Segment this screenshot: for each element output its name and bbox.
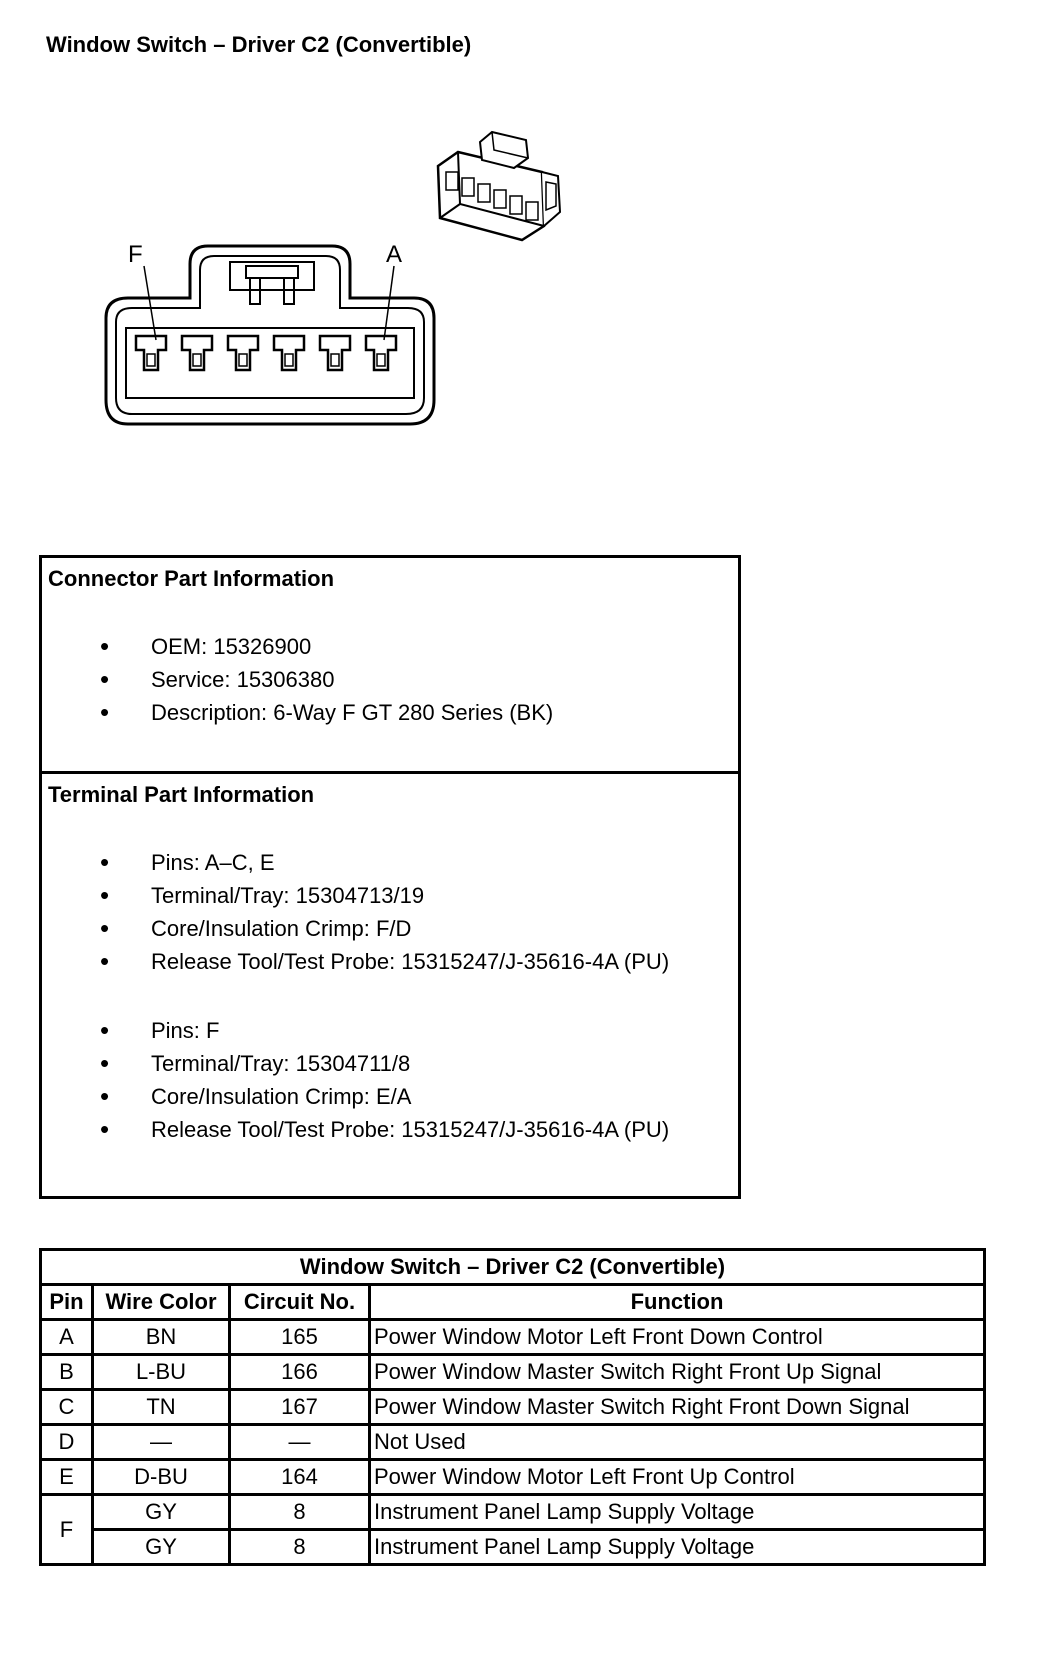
connector-info-heading: Connector Part Information [48, 566, 335, 591]
table-row [41, 1390, 985, 1425]
table-row [41, 1495, 985, 1530]
list-item: • Description: 6-Way F GT 280 Series (BK) [48, 696, 730, 729]
list-item: • Pins: A–C, E [48, 846, 730, 879]
circuit-cell: 8 [230, 1530, 370, 1565]
list-item: • Core/Insulation Crimp: F/D [48, 912, 730, 945]
circuit-cell: — [230, 1425, 370, 1460]
table-row [41, 1355, 985, 1390]
function-cell: Not Used [370, 1425, 985, 1460]
pin-cell: A [41, 1320, 93, 1355]
circuit-cell: 164 [230, 1460, 370, 1495]
list-item: • OEM: 15326900 [48, 630, 730, 663]
function-cell: Power Window Motor Left Front Down Control [370, 1320, 985, 1355]
header-function: Function [370, 1285, 985, 1320]
list-item: • Release Tool/Test Probe: 15315247/J-35616-4A (PU) [48, 945, 730, 978]
wire-color-cell: GY [93, 1530, 230, 1565]
circuit-cell: 166 [230, 1355, 370, 1390]
circuit-cell: 167 [230, 1390, 370, 1425]
list-item: • Pins: F [48, 1014, 730, 1047]
wire-color-cell: — [93, 1425, 230, 1460]
pinout-table [39, 1248, 986, 1566]
pin-label-f: F [128, 242, 143, 268]
header-circuit-no: Circuit No. [230, 1285, 370, 1320]
function-cell: Instrument Panel Lamp Supply Voltage [370, 1495, 985, 1530]
table-row [41, 1320, 985, 1355]
header-wire-color: Wire Color [93, 1285, 230, 1320]
wire-color-cell: D-BU [93, 1460, 230, 1495]
pin-cell: F [41, 1495, 93, 1565]
part-information-box [39, 555, 741, 1199]
list-item: • Core/Insulation Crimp: E/A [48, 1080, 730, 1113]
connector-part-information [42, 558, 738, 774]
terminal-info-list-2 [48, 1014, 730, 1146]
terminal-cavities [136, 336, 396, 370]
connector-iso-illustration [430, 128, 580, 246]
header-pin: Pin [41, 1285, 93, 1320]
page-title: Window Switch – Driver C2 (Convertible) [46, 32, 472, 57]
pin-cell: D [41, 1425, 93, 1460]
connector-info-list [48, 630, 730, 729]
pin-cell: C [41, 1390, 93, 1425]
wire-color-cell: GY [93, 1495, 230, 1530]
terminal-info-heading: Terminal Part Information [48, 782, 315, 807]
list-item: • Release Tool/Test Probe: 15315247/J-35616-4A (PU) [48, 1113, 730, 1146]
terminal-part-information [42, 774, 738, 1196]
table-row [41, 1530, 985, 1565]
pin-label-a: A [386, 242, 403, 268]
pin-cell: E [41, 1460, 93, 1495]
circuit-cell: 8 [230, 1495, 370, 1530]
function-cell: Power Window Master Switch Right Front Down Signal [370, 1390, 985, 1425]
function-cell: Power Window Motor Left Front Up Control [370, 1460, 985, 1495]
circuit-cell: 165 [230, 1320, 370, 1355]
wire-color-cell: BN [93, 1320, 230, 1355]
pin-cell: B [41, 1355, 93, 1390]
connector-face-diagram [100, 242, 450, 428]
list-item: • Terminal/Tray: 15304713/19 [48, 879, 730, 912]
list-item: • Service: 15306380 [48, 663, 730, 696]
terminal-info-list-1 [48, 846, 730, 978]
wire-color-cell: L-BU [93, 1355, 230, 1390]
function-cell: Power Window Master Switch Right Front Up Signal [370, 1355, 985, 1390]
function-cell: Instrument Panel Lamp Supply Voltage [370, 1530, 985, 1565]
table-row [41, 1425, 985, 1460]
table-title: Window Switch – Driver C2 (Convertible) [41, 1250, 985, 1285]
list-item: • Terminal/Tray: 15304711/8 [48, 1047, 730, 1080]
table-row [41, 1460, 985, 1495]
wire-color-cell: TN [93, 1390, 230, 1425]
